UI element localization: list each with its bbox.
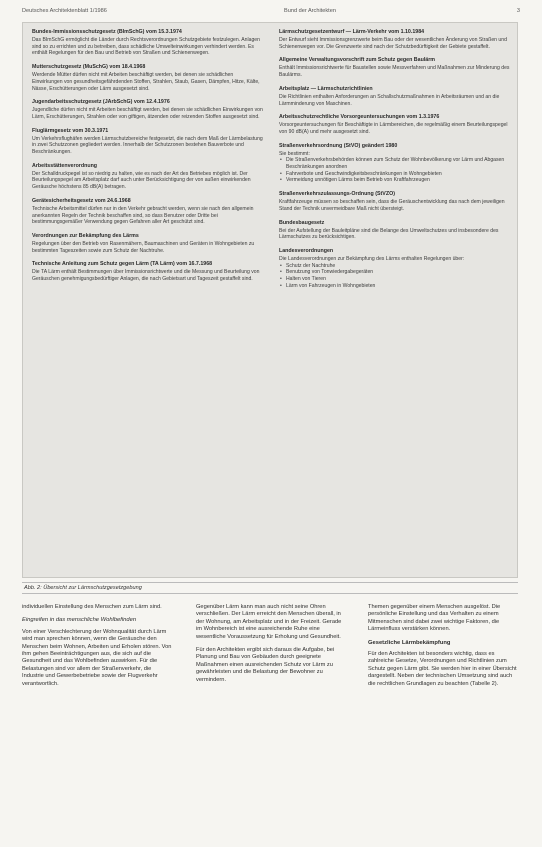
law-text: Jugendliche dürfen nicht mit Arbeiten beschäftigt werden, bei denen sie schädlichen Einwirkungen von Lärm, Erschütterungen, Strahlen oder von giftigen, ätzenden oder reizenden Stoffen ausgesetzt sind. — [32, 107, 263, 120]
figure-caption: Abb. 2: Übersicht zur Lärmschutzgesetzgebung — [22, 582, 518, 594]
legislation-overview-box — [22, 22, 518, 578]
law-text: Vorsorgeuntersuchungen für Beschäftigte in Lärmbereichen, die regelmäßig einem Beurteilungspegel von 90 dB(A) und mehr ausgesetzt sind. — [279, 122, 508, 135]
law-title: Arbeitsplatz — Lärmschutzrichtlinien — [279, 85, 373, 92]
body-column-3 — [368, 604, 520, 694]
law-entry — [279, 57, 511, 78]
law-text: Das BImSchG ermöglicht die Länder durch Rechtsverordnungen Schutzgebiete festzulegen. Anlagen sind so zu errichten und zu betreiben, dass schädliche Umwelteinwirkungen verhindert werden. Es enthält Regelungen für den Bau und Betrieb von Straßen und Schienenwegen. — [32, 37, 260, 57]
body-paragraph: Für den Architekten ergibt sich daraus die Aufgabe, bei Planung und Bau von Gebäuden durch geeignete Maßnahmen einen ausreichenden Schutz vor Lärm zu gewährleisten und die Belastung der Bewohner zu vermindern. — [196, 647, 335, 683]
law-item: • Fahrverbote und Geschwindigkeitsbeschränkungen in Wohngebieten — [286, 171, 511, 178]
law-entry — [279, 191, 511, 212]
law-title: Arbeitsstättenverordnung — [32, 162, 98, 169]
law-title: Verordnungen zur Bekämpfung des Lärms — [32, 232, 139, 239]
law-text: Die TA Lärm enthält Bestimmungen über Immissionsrichtwerte und die Messung und Beurteilung von Geräuschen genehmigungsbedürftiger Anlagen, die nach Gebietsart und Tageszeit gestaffelt sind. — [32, 269, 260, 283]
law-text: Kraftfahrzeuge müssen so beschaffen sein, dass die Geräuschentwicklung das nach dem jeweiligen Stand der Technik unvermeidbare Maß nicht übersteigt. — [279, 199, 505, 212]
law-title: Fluglärmgesetz vom 30.3.1971 — [32, 127, 109, 134]
law-item: • Lärm von Fahrzeugen in Wohngebieten — [286, 283, 511, 290]
section-heading: Eingreifen in das menschliche Wohlbefinden — [22, 617, 137, 624]
body-paragraph: individuellen Einstellung des Menschen zum Lärm sind. — [22, 604, 162, 610]
law-text: Enthält Immissionsrichtwerte für Baustellen sowie Messverfahren und Maßnahmen zur Minderung des Baulärms. — [279, 65, 510, 79]
law-item: • Vermeidung unnötigen Lärms beim Betrieb von Kraftfahrzeugen — [286, 177, 511, 184]
body-paragraph: Für den Architekten ist besonders wichtig, dass es zahlreiche Gesetze, Verordnungen und Richtlinien zum Schutz gegen Lärm gibt. Sie werden hier in einer Übersicht dargestellt. Neben der technischen Umsetzung sind auch die rechtlichen Grundlagen zu beachten (Tabelle 2). — [368, 651, 517, 687]
page-number: 3 — [516, 8, 520, 14]
body-column-2 — [196, 604, 348, 690]
body-column-1 — [22, 604, 174, 694]
law-title: Mutterschutzgesetz (MuSchG) vom 18.4.1968 — [32, 64, 146, 71]
law-title: Gerätesicherheitsgesetz vom 24.6.1968 — [32, 197, 131, 204]
law-title: Straßenverkehrsordnung (StVO) geändert 1980 — [279, 142, 398, 149]
section-name: Bund der Architekten — [284, 8, 336, 14]
law-entry — [279, 248, 511, 290]
law-text: Die Richtlinien enthalten Anforderungen an Schallschutzmaßnahmen in Arbeitsräumen und an die Lärmminderung von Maschinen. — [279, 93, 500, 107]
law-title: Straßenverkehrszulassungs-Ordnung (StVZO) — [279, 191, 395, 198]
law-title: Technische Anleitung zum Schutz gegen Lärm (TA Lärm) vom 16.7.1968 — [32, 261, 213, 268]
law-text: Die Landesverordnungen zur Bekämpfung des Lärms enthalten Regelungen über: — [279, 255, 465, 262]
law-text: Der Schalldruckpegel ist so niedrig zu halten, wie es nach der Art des Betriebes möglich ist. Der Beurteilungspegel am Arbeitsplatz darf auch unter Berücksichtigung der von außen einwirkenden Geräusche höchstens 85 dB(A) betragen. — [32, 170, 251, 191]
law-title: Arbeitsschutzrechtliche Vorsorgeuntersuchungen vom 1.3.1976 — [279, 114, 440, 121]
body-paragraph: Gegenüber Lärm kann man auch nicht seine Ohren verschließen. Der Lärm erreicht den Menschen überall, in der Wohnung, am Arbeitsplatz und in der Freizeit. Gerade im Wohnbereich ist eine ausreichende Ruhe eine wesentliche Voraussetzung für Erholung und Gesundheit. — [196, 604, 342, 640]
law-entry — [32, 163, 264, 191]
law-title: Bundes-Immissionsschutzgesetz (BImSchG) vom 15.3.1974 — [32, 29, 182, 35]
page-header — [22, 6, 520, 18]
law-entry — [279, 29, 511, 50]
law-entry — [32, 198, 264, 226]
law-title: Jugendarbeitsschutzgesetz (JArbSchG) vom 12.4.1976 — [32, 99, 170, 106]
law-items — [279, 263, 511, 290]
overview-left-column — [32, 29, 264, 290]
body-paragraph: Von einer Verschlechterung der Wohnqualität durch Lärm wird man sprechen können, wenn die Geräusche den Menschen beim Wohnen, Arbeiten und Erholen stören. Von ihm gehen Beeinträchtigungen aus, die sich auf die Gesundheit und das Wohlbefinden auswirken. Für die Belastungen sind vor allem der Straßenverkehr, die Industrie und Gewerbebetriebe sowie der Flugverkehr verantwortlich. — [22, 628, 172, 687]
law-entry — [32, 64, 264, 92]
law-text: Bei der Aufstellung der Bauleitpläne sind die Belange des Umweltschutzes und insbesondere des Lärmschutzes zu berücksichtigen. — [279, 227, 499, 241]
law-text: Um Verkehrsflughäfen werden Lärmschutzbereiche festgesetzt, die nach dem Maß der Lärmbelastung in zwei Schutzzonen gegliedert werden. Innerhalb der Schutzzonen bestehen Bauverbote und Beschränkungen. — [32, 135, 263, 156]
law-title: Landesverordnungen — [279, 247, 334, 254]
law-item: • Benutzung von Tonwiedergabegeräten — [286, 269, 511, 276]
law-text: Sie bestimmt: — [279, 150, 310, 157]
law-title: Allgemeine Verwaltungsvorschrift zum Schutz gegen Baulärm — [279, 57, 435, 64]
section-heading: Gesetzliche Lärmbekämpfung — [368, 639, 451, 646]
law-text: Der Entwurf sieht Immissionsgrenzwerte beim Bau oder der wesentlichen Änderung von Straßen und Schienenwegen vor. Die Grenzwerte sind nach der Schutzbedürftigkeit der Gebiete gestaffelt. — [279, 37, 507, 50]
law-text: Technische Arbeitsmittel dürfen nur in den Verkehr gebracht werden, wenn sie nach den allgemein anerkannten Regeln der Technik beschaffen sind, so dass Benutzer oder Dritte bei bestimmungsgemäßer Verwendung gegen Gefahren aller Art geschützt sind. — [32, 205, 254, 226]
law-entry — [32, 128, 264, 156]
body-paragraph: Themen gegenüber einem Menschen ausgelöst. Die persönliche Einstellung und das Verhalten zu einem Mitmenschen sind dabei zwei wichtige Faktoren, die Lärmeinfluss verstärken können. — [368, 604, 501, 633]
law-entry — [32, 261, 264, 282]
law-title: Lärmschutzgesetzentwurf — Lärm-Verkehr vom 1.10.1984 — [279, 29, 425, 35]
publication-name: Deutsches Architektenblatt 1/1986 — [22, 8, 107, 14]
law-text: Werdende Mütter dürfen nicht mit Arbeiten beschäftigt werden, bei denen sie schädlichen Einwirkungen von gesundheitsgefährdenden Stoffen, Strahlen, Staub, Gasen, Dämpfen, Hitze, Kälte, Nässe, Erschütterungen oder Lärm ausgesetzt sind. — [32, 72, 260, 92]
law-entry — [279, 220, 511, 241]
law-text: Regelungen über den Betrieb von Rasenmähern, Baumaschinen und Geräten in Wohngebieten zu bestimmten Tageszeiten sowie zum Schutz der Nachtruhe. — [32, 240, 255, 254]
law-items — [279, 157, 511, 184]
law-item: • Schutz der Nachtruhe — [286, 263, 511, 270]
law-entry — [279, 86, 511, 107]
overview-right-column — [279, 29, 511, 296]
law-title: Bundesbaugesetz — [279, 219, 325, 226]
law-item: • Die Straßenverkehrsbehörden können zum Schutz der Wohnbevölkerung vor Lärm und Abgasen Beschränkungen anordnen — [286, 157, 511, 170]
law-entry — [32, 99, 264, 120]
law-entry — [32, 233, 264, 254]
law-item: • Halten von Tieren — [286, 276, 511, 283]
law-entry — [279, 143, 511, 185]
law-entry — [32, 29, 264, 57]
law-entry — [279, 114, 511, 135]
